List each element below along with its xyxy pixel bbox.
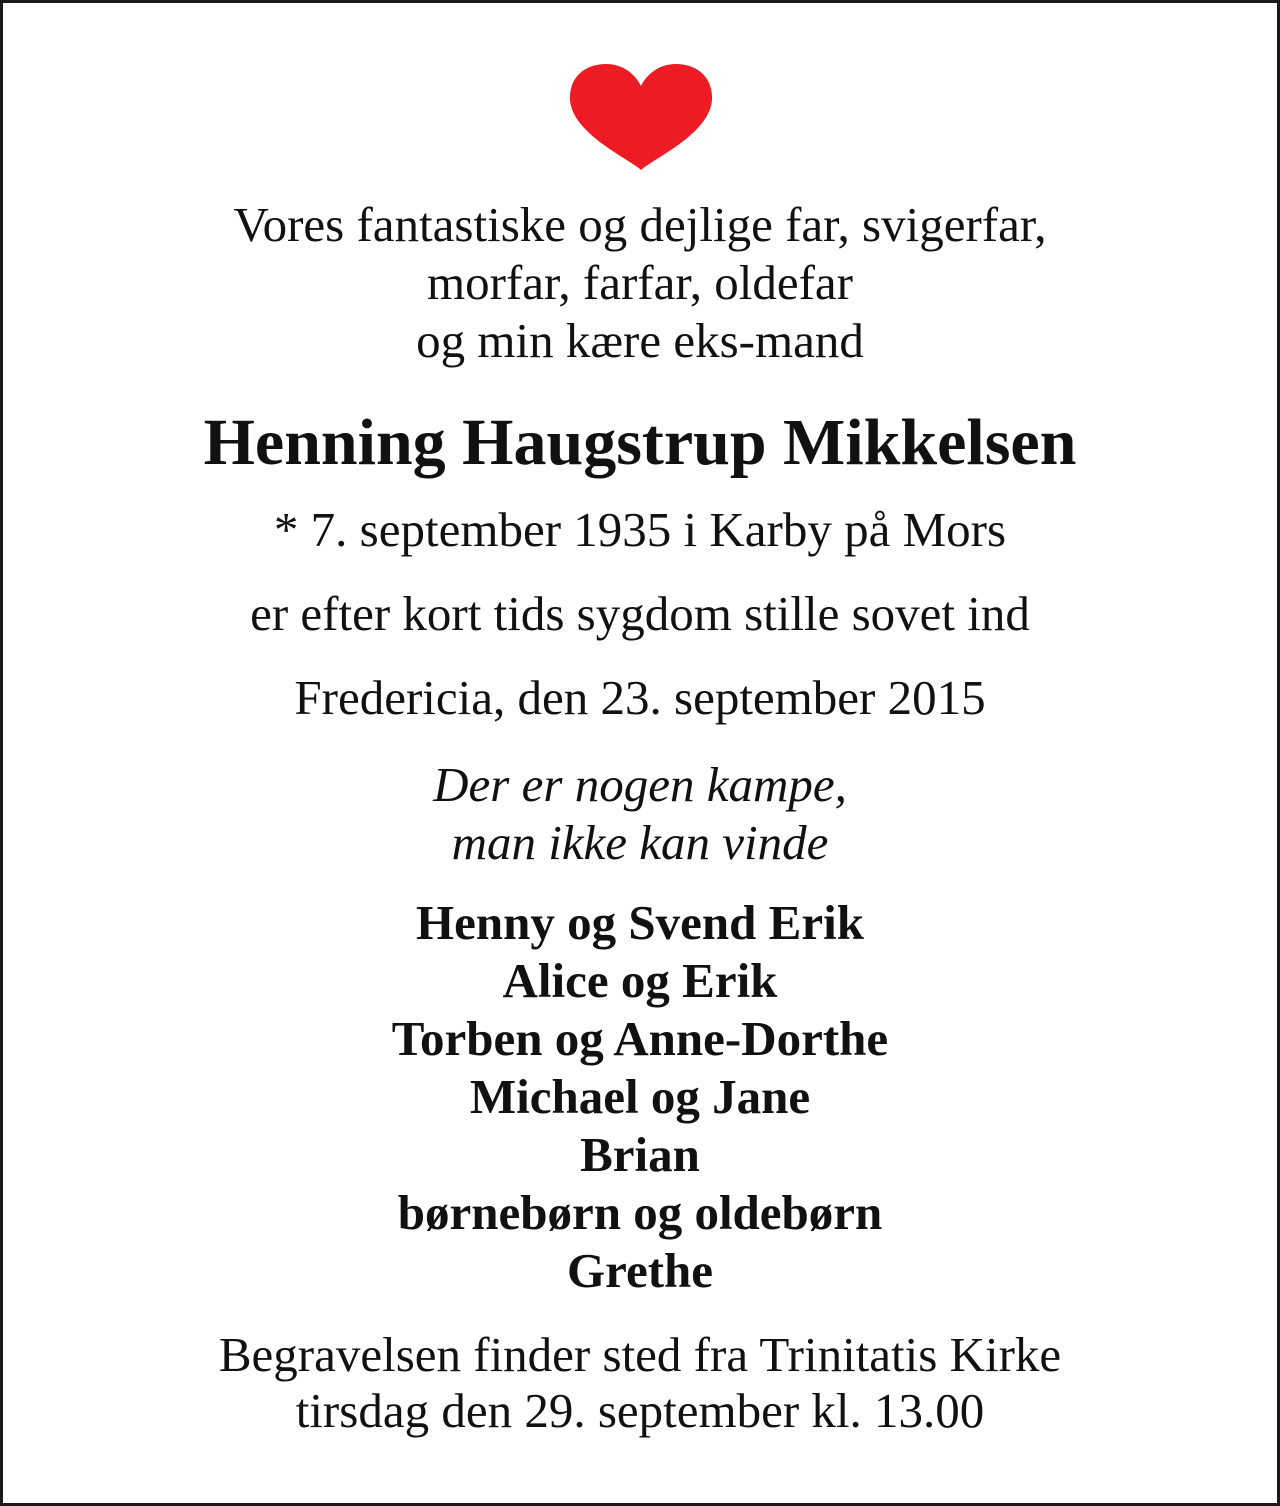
quote-line: Der er nogen kampe, <box>433 757 847 812</box>
mourner-item: Alice og Erik <box>502 953 778 1008</box>
funeral-info <box>0 1327 1280 1439</box>
mourner-item: Grethe <box>566 1243 714 1298</box>
passing-text: er efter kort tids sygdom stille sovet ind <box>250 586 1030 641</box>
heart-shape <box>570 64 712 170</box>
heart-icon <box>568 62 714 170</box>
birth-info: * 7. september 1935 i Karby på Mors <box>273 502 1007 557</box>
mourner-item: Brian <box>580 1127 700 1182</box>
mourner-item: Henny og Svend Erik <box>416 895 864 950</box>
funeral-line: tirsdag den 29. september kl. 13.00 <box>295 1383 985 1438</box>
mourner-item: børnebørn og oldebørn <box>397 1185 883 1240</box>
deceased-name: Henning Haugstrup Mikkelsen <box>203 406 1077 479</box>
memorial-quote <box>0 756 1280 872</box>
intro-text <box>0 196 1280 370</box>
quote-line: man ikke kan vinde <box>451 815 829 870</box>
mourners-list <box>0 894 1280 1300</box>
place-date: Fredericia, den 23. september 2015 <box>294 670 986 725</box>
intro-line: morfar, farfar, oldefar <box>427 255 853 310</box>
funeral-line: Begravelsen finder sted fra Trinitatis Kirke <box>218 1327 1062 1382</box>
mourner-item: Michael og Jane <box>469 1069 811 1124</box>
intro-line: Vores fantastiske og dejlige far, svigerfar, <box>233 197 1047 252</box>
intro-line: og min kære eks-mand <box>416 313 864 368</box>
mourner-item: Torben og Anne-Dorthe <box>391 1011 889 1066</box>
